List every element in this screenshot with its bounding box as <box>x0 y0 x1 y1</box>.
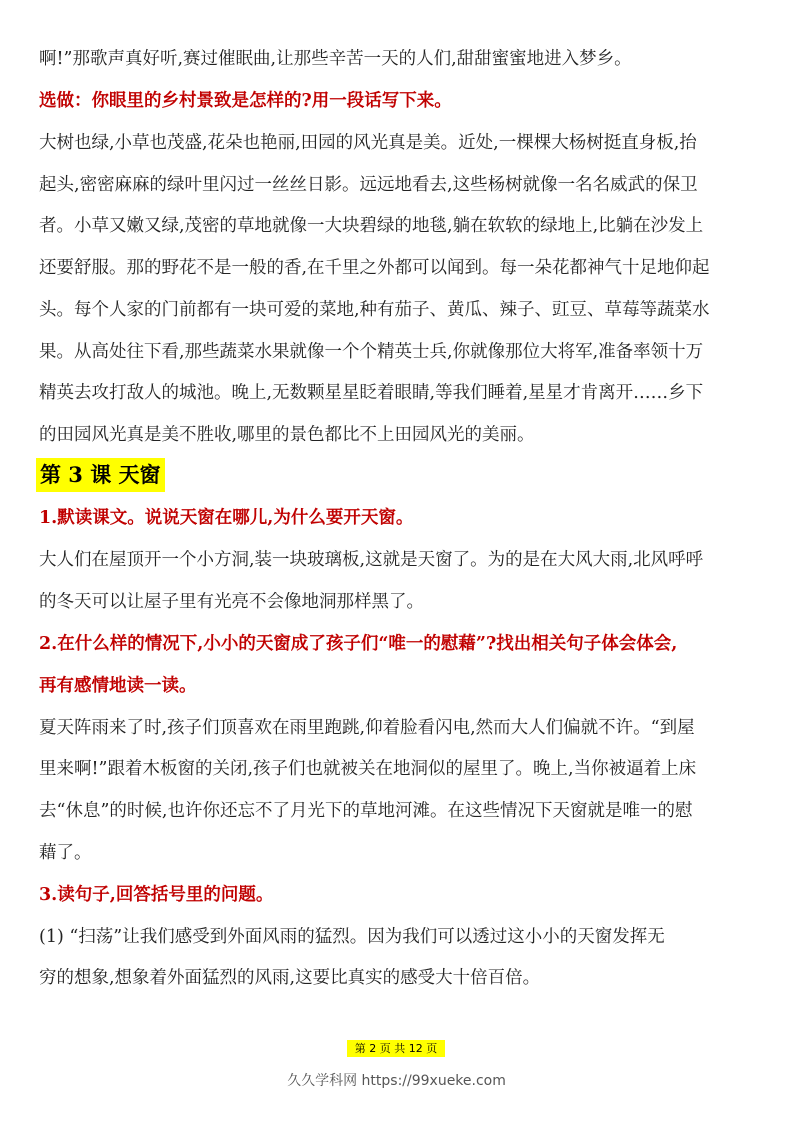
text-line: 大树也绿,小草也茂盛,花朵也艳丽,田园的风光真是美。近处,一棵棵大杨树挺直身板,抬 <box>39 133 697 153</box>
page-number: 第 2 页 共 12 页 <box>347 1040 445 1057</box>
text-line: 果。从高处往下看,那些蔬菜水果就像一个个精英士兵,你就像那位大将军,准备率领十万 <box>39 342 704 362</box>
site-footer: 久久学科网 https://99xueke.com <box>287 1073 506 1089</box>
text-line: 啊!”那歌声真好听,赛过催眠曲,让那些辛苦一天的人们,甜甜蜜蜜地进入梦乡。 <box>39 49 632 69</box>
text-line: 夏天阵雨来了时,孩子们顶喜欢在雨里跑跳,仰着脸看闪电,然而大人们偏就不许。“到屋 <box>39 718 695 738</box>
question-2-heading: 2.在什么样的情况下,小小的天窗成了孩子们“唯一的慰藉”?找出相关句子体会体会, <box>39 634 678 654</box>
lesson-title: 第 3 课 天窗 <box>36 458 165 492</box>
text-line: 大人们在屋顶开一个小方洞,装一块玻璃板,这就是天窗了。为的是在大风大雨,北风呼呼 <box>39 550 704 570</box>
text-line: 精英去攻打敌人的城池。晚上,无数颗星星眨着眼睛,等我们睡着,星星才肯离开……乡下 <box>39 383 704 403</box>
text-line: 去“休息”的时候,也许你还忘不了月光下的草地河滩。在这些情况下天窗就是唯一的慰 <box>39 801 693 821</box>
text-line: 藉了。 <box>39 843 92 863</box>
optional-task-heading: 选做：你眼里的乡村景致是怎样的?用一段话写下来。 <box>39 91 452 111</box>
text-line: (1) “扫荡”让我们感受到外面风雨的猛烈。因为我们可以透过这小小的天窗发挥无 <box>39 927 665 947</box>
text-line: 者。小草又嫩又绿,茂密的草地就像一大块碧绿的地毯,躺在软软的绿地上,比躺在沙发上 <box>39 216 704 236</box>
text-line: 的冬天可以让屋子里有光亮不会像地洞那样黑了。 <box>39 592 424 612</box>
question-2-heading-cont: 再有感情地读一读。 <box>39 676 197 696</box>
text-line: 还要舒服。那的野花不是一般的香,在千里之外都可以闻到。每一朵花都神气十足地仰起 <box>39 258 710 278</box>
text-line: 头。每个人家的门前都有一块可爱的菜地,种有茄子、黄瓜、辣子、豇豆、草莓等蔬菜水 <box>39 300 710 320</box>
question-1-heading: 1.默读课文。说说天窗在哪儿,为什么要开天窗。 <box>39 508 414 528</box>
text-line: 起头,密密麻麻的绿叶里闪过一丝丝日影。远远地看去,这些杨树就像一名名威武的保卫 <box>39 175 698 195</box>
text-line: 穷的想象,想象着外面猛烈的风雨,这要比真实的感受大十倍百倍。 <box>39 968 541 988</box>
text-line: 的田园风光真是美不胜收,哪里的景色都比不上田园风光的美丽。 <box>39 425 535 445</box>
question-3-heading: 3.读句子,回答括号里的问题。 <box>39 885 274 905</box>
text-line: 里来啊!”跟着木板窗的关闭,孩子们也就被关在地洞似的屋里了。晚上,当你被逼着上床 <box>39 759 697 779</box>
